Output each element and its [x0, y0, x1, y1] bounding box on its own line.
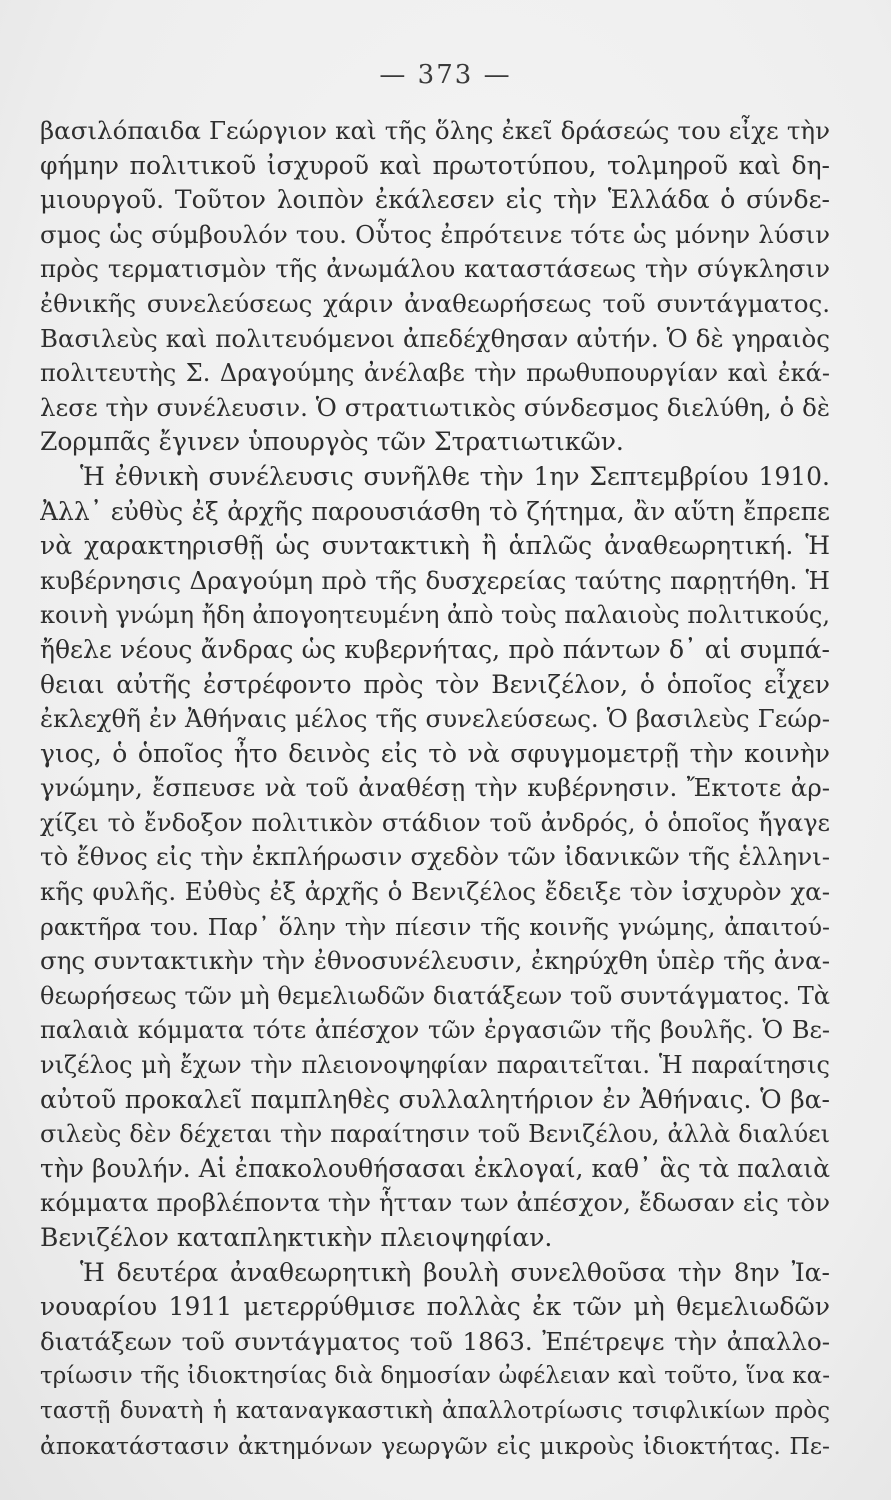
text-line: φήμην πολιτικοῦ ἰσχυροῦ καὶ πρωτοτύπου, τολμηροῦ καὶ δη-: [40, 150, 830, 180]
text-line: νουαρίου 1911 μετερρύθμισε πολλὰς ἐκ τῶν μὴ θεμελιωδῶν: [40, 1292, 830, 1322]
text-line: νὰ χαρακτηρισθῇ ὡς συντακτικὴ ἢ ἁπλῶς ἀναθεωρητική. Ἡ: [40, 531, 830, 561]
text-line: διατάξεων τοῦ συντάγματος τοῦ 1863. Ἐπέτρεψε τὴν ἀπαλλο-: [40, 1326, 830, 1356]
text-line: κοινὴ γνώμη ἤδη ἀπογοητευμένη ἀπὸ τοὺς παλαιοὺς πολιτικούς,: [40, 601, 830, 630]
text-line: Ζορμπᾶς ἔγινεν ὑπουργὸς τῶν Στρατιωτικῶν.: [40, 427, 624, 457]
text-line: αὐτοῦ προκαλεῖ παμπληθὲς συλλαλητήριον ἐν Ἀθήναις. Ὁ βα-: [40, 1084, 830, 1114]
text-line: Βενιζέλον καταπληκτικὴν πλειοψηφίαν.: [40, 1223, 553, 1252]
text-line: ἀποκατάστασιν ἀκτημόνων γεωργῶν εἰς μικροὺς ἰδιοκτήτας. Πε-: [40, 1431, 830, 1460]
text-line: παλαιὰ κόμματα τότε ἀπέσχον τῶν ἐργασιῶν τῆς βουλῆς. Ὁ Βε-: [40, 1016, 830, 1045]
text-line: θεωρήσεως τῶν μὴ θεμελιωδῶν διατάξεων τοῦ συντάγματος. Τὰ: [40, 981, 830, 1010]
text-line: κυβέρνησις Δραγούμη πρὸ τῆς δυσχερείας ταύτης παρῃτήθη. Ἡ: [40, 565, 830, 595]
page-number: — 373 —: [379, 60, 512, 90]
text-line: βασιλόπαιδα Γεώργιον καὶ τῆς ὅλης ἐκεῖ δράσεώς του εἶχε τὴν: [40, 116, 830, 145]
text-line: ἤθελε νέους ἄνδρας ὡς κυβερνήτας, πρὸ πάντων δ᾽ αἱ συμπά-: [40, 634, 830, 664]
text-line: μιουργοῦ. Τοῦτον λοιπὸν ἐκάλεσεν εἰς τὴν Ἑλλάδα ὁ σύνδε-: [40, 185, 830, 215]
text-line: γιος, ὁ ὁποῖος ἦτο δεινὸς εἰς τὸ νὰ σφυγμομετρῇ τὴν κοινὴν: [40, 738, 830, 768]
text-line: κόμματα προβλέποντα τὴν ἧτταν των ἀπέσχον, ἔδωσαν εἰς τὸν: [40, 1188, 830, 1218]
text-line: σιλεὺς δὲν δέχεται τὴν παραίτησιν τοῦ Βενιζέλου, ἀλλὰ διαλύει: [40, 1120, 830, 1149]
text-line: Ἡ ἐθνικὴ συνέλευσις συνῆλθε τὴν 1ην Σεπτεμβρίου 1910.: [80, 461, 830, 491]
text-line: θειαι αὐτῆς ἐστρέφοντο πρὸς τὸν Βενιζέλον, ὁ ὁποῖος εἶχεν: [40, 669, 830, 699]
text-line: χίζει τὸ ἔνδοξον πολιτικὸν στάδιον τοῦ ἀνδρός, ὁ ὁποῖος ἤγαγε: [40, 808, 830, 837]
text-line: Ἀλλ᾽ εὐθὺς ἐξ ἀρχῆς παρουσιάσθη τὸ ζήτημα, ἂν αὕτη ἔπρεπε: [40, 496, 830, 526]
text-line: ρακτῆρα του. Παρ᾽ ὅλην τὴν πίεσιν τῆς κοινῆς γνώμης, ἀπαιτού-: [40, 912, 830, 941]
text-line: τὴν βουλήν. Αἱ ἐπακολουθήσασαι ἐκλογαί, καθ᾽ ἃς τὰ παλαιὰ: [40, 1153, 830, 1183]
text-line: ἐκλεχθῆ ἐν Ἀθήναις μέλος τῆς συνελεύσεως. Ὁ βασιλεὺς Γεώρ-: [40, 704, 830, 734]
text-line: λεσε τὴν συνέλευσιν. Ὁ στρατιωτικὸς σύνδεσμος διελύθη, ὁ δὲ: [40, 392, 830, 422]
body-text: [40, 114, 830, 1463]
text-line: νιζέλος μὴ ἔχων τὴν πλειονοψηφίαν παραιτεῖται. Ἡ παραίτησις: [40, 1051, 830, 1080]
text-line: πολιτευτὴς Σ. Δραγούμης ἀνέλαβε τὴν πρωθυπουργίαν καὶ ἐκά-: [40, 359, 830, 388]
text-line: πρὸς τερματισμὸν τῆς ἀνωμάλου καταστάσεως τὴν σύγκλησιν: [40, 254, 830, 284]
text-line: Βασιλεὺς καὶ πολιτευόμενοι ἀπεδέχθησαν αὐτήν. Ὁ δὲ γηραιὸς: [40, 323, 830, 353]
text-line: σμος ὡς σύμβουλόν του. Οὗτος ἐπρότεινε τότε ὡς μόνην λύσιν: [40, 219, 830, 249]
text-line: κῆς φυλῆς. Εὐθὺς ἐξ ἀρχῆς ὁ Βενιζέλος ἔδειξε τὸν ἰσχυρὸν χα-: [40, 877, 830, 907]
text-line: γνώμην, ἔσπευσε νὰ τοῦ ἀναθέσῃ τὴν κυβέρνησιν. Ἔκτοτε ἀρ-: [40, 773, 830, 803]
text-line: ἐθνικῆς συνελεύσεως χάριν ἀναθεωρήσεως τοῦ συντάγματος.: [40, 288, 830, 318]
text-line: Ἡ δευτέρα ἀναθεωρητικὴ βουλὴ συνελθοῦσα τὴν 8ην Ἰα-: [80, 1257, 830, 1287]
text-line: τὸ ἔθνος εἰς τὴν ἐκπλήρωσιν σχεδὸν τῶν ἰδανικῶν τῆς ἑλληνι-: [40, 842, 830, 872]
text-line: τρίωσιν τῆς ἰδιοκτησίας διὰ δημοσίαν ὠφέλειαν καὶ τοῦτο, ἵνα κα-: [40, 1363, 830, 1390]
text-line: σης συντακτικὴν τὴν ἐθνοσυνέλευσιν, ἐκηρύχθη ὑπὲρ τῆς ἀνα-: [40, 946, 830, 976]
text-line: ταστῇ δυνατὴ ἡ καταναγκαστικὴ ἀπαλλοτρίωσις τσιφλικίων πρὸς: [40, 1397, 830, 1424]
